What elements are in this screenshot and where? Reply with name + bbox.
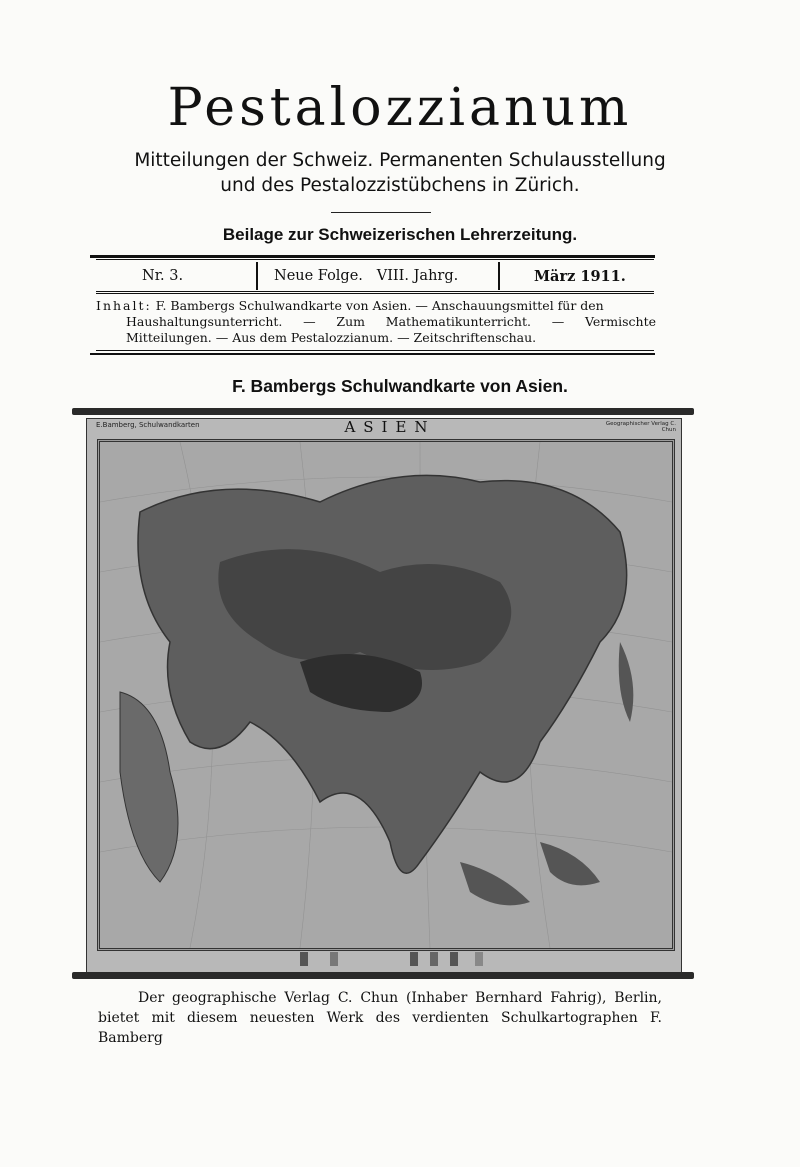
issue-date: März 1911. (534, 268, 626, 285)
map-publisher-label: Geographischer Verlag C. Chun (605, 421, 676, 433)
article-body: Der geographische Verlag C. Chun (Inhaber Bernhard Fahrig), Berlin, bietet mit diesem neuesten Werk des verdienten Schulkartographen F. Bamberg (98, 990, 662, 1046)
issue-series: Neue Folge. VIII. Jahrg. (274, 268, 459, 284)
table-of-contents (96, 298, 656, 346)
header-rule-top (90, 255, 655, 258)
masthead-title: Pestalozzianum (167, 78, 633, 138)
issue-rule-bottom-2 (96, 293, 654, 294)
contents-line-1: F. Bambergs Schulwandkarte von Asien. — Anschauungsmittel für den (155, 298, 604, 313)
map-legend (300, 952, 510, 966)
issue-info-row (96, 262, 654, 290)
subtitle-divider (331, 212, 431, 213)
map-title: ASIEN (344, 418, 436, 436)
issue-separator (498, 262, 500, 290)
supplement-note: Beilage zur Schweizerischen Lehrerzeitung. (222, 225, 578, 244)
map-top-rod (72, 408, 694, 415)
subtitle-line-2: und des Pestalozzistübchens in Zürich. (220, 175, 580, 196)
wall-map (86, 418, 682, 976)
header-rule-top-thin (96, 259, 654, 260)
asia-relief-map (100, 442, 672, 948)
subtitle-line-1: Mitteilungen der Schweiz. Permanenten Schulausstellung (134, 150, 666, 171)
masthead-subtitle (110, 148, 690, 198)
contents-rule-thick (90, 353, 655, 355)
contents-line-2: Haushaltungsunterricht. — Zum Mathematikunterricht. — Vermischte Mitteilungen. — Aus dem Pestalozzianum. — Zeitschriftenschau. (126, 314, 656, 345)
map-maker-label: E.Bamberg, Schulwandkarten (96, 421, 200, 429)
contents-label: Inhalt: (96, 298, 152, 313)
issue-rule-bottom (96, 291, 654, 292)
map-bottom-rod (72, 972, 694, 979)
contents-rule (96, 350, 654, 351)
map-image (97, 439, 675, 951)
issue-number: Nr. 3. (142, 268, 184, 284)
article-title: F. Bambergs Schulwandkarte von Asien. (232, 376, 568, 396)
issue-separator (256, 262, 258, 290)
